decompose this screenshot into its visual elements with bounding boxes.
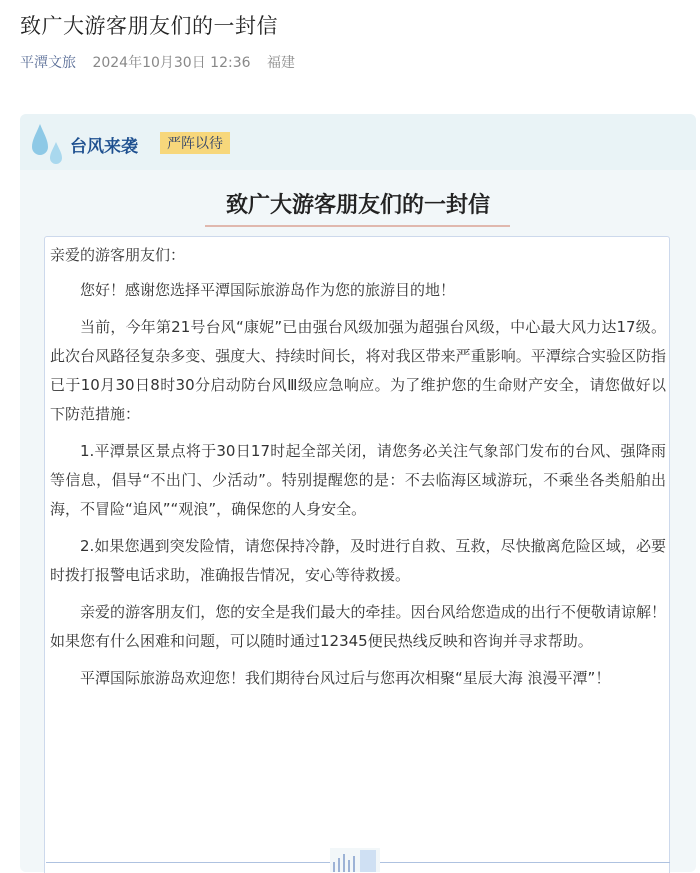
water-drop-icon: [28, 122, 68, 166]
letter-paragraph: 平潭国际旅游岛欢迎您！我们期待台风过后与您再次相聚“星辰大海 浪漫平潭”！: [80, 669, 611, 687]
publish-date: 2024年10月30日 12:36: [92, 55, 251, 71]
letter-paragraph: 您好！感谢您选择平潭国际旅游岛作为您的旅游目的地！: [80, 281, 456, 299]
banner-title: 台风来袭: [70, 137, 138, 157]
publish-location: 福建: [266, 55, 295, 71]
letter-paragraph: 亲爱的游客朋友们，您的安全是我们最大的牵挂。因台风给您造成的出行不便敬请谅解！如果您有什么困难和问题，可以随时通过12345便民热线反映和咨询并寻求帮助。: [50, 603, 666, 650]
salutation: 亲爱的游客朋友们：: [50, 246, 186, 264]
letter-paragraph: 2.如果您遇到突发险情，请您保持冷静，及时进行自救、互救，尽快撤离危险区域，必要时拨打报警电话求助，准确报告情况，安心等待救援。: [50, 537, 666, 584]
letter-heading: 致广大游客朋友们的一封信: [225, 193, 490, 218]
article-title: 致广大游客朋友们的一封信: [20, 14, 278, 38]
heading-underline: [205, 225, 510, 227]
article-meta: [20, 52, 307, 72]
banner-badge: 严阵以待: [160, 132, 230, 154]
typhoon-banner: [20, 114, 696, 170]
letter-card: [20, 114, 696, 872]
letter-paragraph: 当前，今年第21号台风“康妮”已由强台风级加强为超强台风级，中心最大风力达17级。此次台风路径复杂多变、强度大、持续时间长，将对我区带来严重影响。平潭综合实验区防指已于10月30日8时30分启动防台风Ⅲ级应急响应。为了维护您的生命财产安全，请您做好以下防范措施：: [50, 318, 666, 423]
letter-body: [44, 236, 670, 873]
author-link[interactable]: 平潭文旅: [20, 55, 76, 71]
sound-wave-icon: [330, 848, 380, 872]
letter-paragraph: 1.平潭景区景点将于30日17时起全部关闭，请您务必关注气象部门发布的台风、强降雨等信息，倡导“不出门、少活动”。特别提醒您的是：不去临海区域游玩，不乘坐各类船舶出海，不冒险“追风”“观浪”，确保您的人身安全。: [50, 442, 666, 518]
